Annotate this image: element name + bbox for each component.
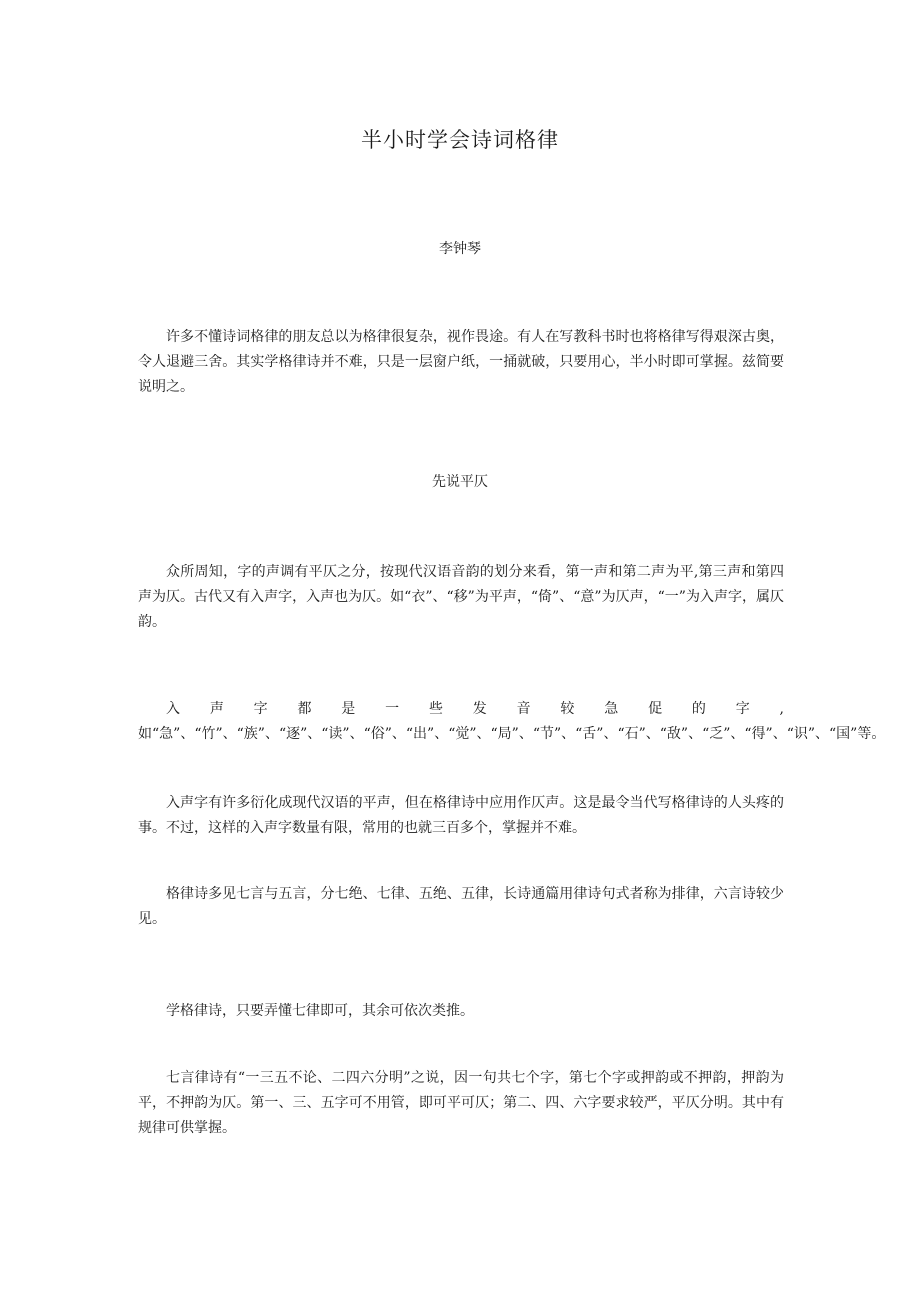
body-paragraph: 七言律诗有“一三五不论、二四六分明”之说，因一句共七个字，第七个字或押韵或不押韵，押韵为平，不押韵为仄。第一、三、五字可不用管，即可平可仄；第二、四、六字要求较严，平仄分明。其中有规律可供掌握。 bbox=[138, 1070, 784, 1136]
document-title: 半小时学会诗词格律 bbox=[361, 128, 559, 152]
body-paragraph: 入声字有许多衍化成现代汉语的平声，但在格律诗中应用作仄声。这是最令当代写格律诗的人头疼的事。不过，这样的入声字数量有限，常用的也就三百多个，掌握并不难。 bbox=[138, 795, 784, 836]
section-heading: 先说平仄 bbox=[432, 474, 488, 490]
author-name: 李钟琴 bbox=[439, 241, 481, 257]
body-paragraph: 学格律诗，只要弄懂七律即可，其余可依次类推。 bbox=[166, 1003, 474, 1019]
intro-paragraph: 许多不懂诗词格律的朋友总以为格律很复杂，视作畏途。有人在写教科书时也将格律写得艰深古奥，令人退避三舍。其实学格律诗并不难，只是一层窗户纸，一捅就破，只要用心，半小时即可掌握。兹简要说明之。 bbox=[138, 329, 784, 395]
body-paragraph: 格律诗多见七言与五言，分七绝、七律、五绝、五律，长诗通篇用律诗句式者称为排律，六言诗较少见。 bbox=[138, 886, 784, 927]
body-paragraph: 入声字都是一些发音较急促的字,如“急”、“竹”、“族”、“逐”、“读”、“俗”、“出”、“觉”、“局”、“节”、“舌”、“石”、“敌”、“乏”、“得”、“识”、“国”等。 bbox=[138, 701, 886, 742]
body-paragraph: 众所周知，字的声调有平仄之分，按现代汉语音韵的划分来看，第一声和第二声为平,第三声和第四声为仄。古代又有入声字，入声也为仄。如“衣”、“移”为平声，“倚”、“意”为仄声，“一”为入声字，属仄韵。 bbox=[138, 564, 784, 630]
